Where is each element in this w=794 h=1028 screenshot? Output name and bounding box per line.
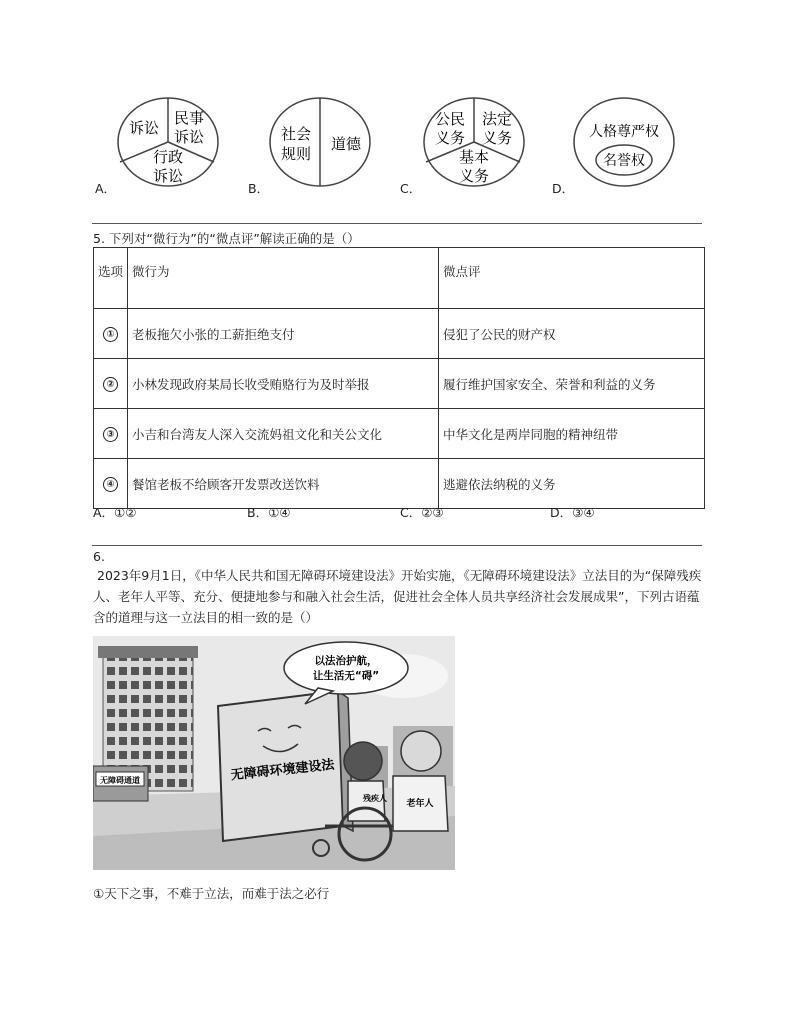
- q6-stem: 2023年9月1日，《中华人民共和国无障碍环境建设法》开始实施，《无障碍环境建设法》立法目的为“保障残疾人、老年人平等、充分、便捷地参与和融入社会生活，促进社会全体人员共享经济社会发展成果”，下列古语蕴含的道理与这一立法目的相一致的是（）: [93, 568, 702, 625]
- q4-d-inner: 名誉权: [603, 153, 645, 169]
- speech-line-1: 以法治护航，: [314, 655, 378, 667]
- q4-option-d-diagram: [572, 96, 676, 188]
- divider: [92, 223, 702, 224]
- q4-b-seg-3: 道德: [330, 135, 362, 153]
- row-number: ①: [103, 327, 118, 342]
- table-row: [94, 409, 705, 459]
- sign-text: 无障碍通道: [100, 776, 140, 785]
- table-cell-comment: 中华文化是两岸同胞的精神纽带: [439, 409, 705, 459]
- q4-option-d-label[interactable]: D．: [552, 181, 575, 196]
- q5-option-d[interactable]: D．③④: [550, 505, 595, 520]
- table-row: [94, 359, 705, 409]
- table-cell-behavior: 餐馆老板不给顾客开发票改送饮料: [128, 459, 439, 509]
- table-row: [94, 459, 705, 509]
- q4-b-seg-2: 规则: [280, 145, 312, 163]
- row-number: ③: [103, 427, 118, 442]
- q4-option-a-label[interactable]: A．: [95, 181, 117, 196]
- q5-option-a[interactable]: A．①②: [93, 505, 137, 520]
- row-number: ②: [103, 377, 118, 392]
- q4-a-seg-1: 诉讼: [128, 119, 160, 137]
- q5-option-c[interactable]: C．②③: [400, 505, 444, 520]
- q4-c-seg-6: 义务: [458, 167, 490, 185]
- book-title: 无障碍环境建设法: [230, 757, 336, 784]
- q4-option-b-diagram: [268, 96, 372, 188]
- q4-d-outer: 人格尊严权: [589, 124, 659, 140]
- table-header-option: 选项: [94, 248, 128, 309]
- q4-option-c-label[interactable]: C．: [400, 181, 422, 196]
- table-cell-comment: 逃避依法纳税的义务: [439, 459, 705, 509]
- q6-number: 6.: [93, 549, 105, 564]
- label-elderly: 老年人: [406, 799, 434, 809]
- q6-illustration: [93, 636, 455, 870]
- speech-line-2: 让生活无“碍”: [312, 670, 380, 682]
- row-number: ④: [103, 477, 118, 492]
- q4-a-seg-4: 行政: [152, 148, 184, 166]
- q5-table: [93, 247, 705, 509]
- table-header-behavior: 微行为: [128, 248, 439, 309]
- q4-c-seg-2: 义务: [434, 129, 466, 147]
- q4-c-seg-4: 义务: [481, 129, 513, 147]
- q4-b-seg-1: 社会: [280, 125, 312, 143]
- q4-option-c-diagram: [422, 96, 526, 188]
- divider: [92, 545, 702, 546]
- table-header-comment: 微点评: [439, 248, 705, 309]
- table-cell-behavior: 小吉和台湾友人深入交流妈祖文化和关公文化: [128, 409, 439, 459]
- table-row: [94, 309, 705, 359]
- q4-a-seg-5: 诉讼: [152, 167, 184, 185]
- table-header-row: [94, 248, 705, 309]
- table-cell-comment: 履行维护国家安全、荣誉和利益的义务: [439, 359, 705, 409]
- q4-c-seg-3: 法定: [481, 110, 513, 128]
- q4-c-seg-1: 公民: [434, 110, 466, 128]
- q5-option-b[interactable]: B．①④: [247, 505, 291, 520]
- table-cell-comment: 侵犯了公民的财产权: [439, 309, 705, 359]
- label-disabled: 残疾人: [363, 794, 387, 803]
- q4-c-seg-5: 基本: [458, 148, 490, 166]
- q4-option-a-diagram: [116, 96, 220, 188]
- q4-option-b-label[interactable]: B．: [248, 181, 270, 196]
- q5-stem: 5. 下列对“微行为”的“微点评”解读正确的是（）: [93, 231, 360, 246]
- table-cell-behavior: 老板拖欠小张的工薪拒绝支付: [128, 309, 439, 359]
- table-cell-behavior: 小林发现政府某局长收受贿赂行为及时举报: [128, 359, 439, 409]
- q4-a-seg-2: 民事: [173, 109, 205, 127]
- q6-option-1[interactable]: ①天下之事，不难于立法，而难于法之必行: [93, 886, 330, 901]
- q4-a-seg-3: 诉讼: [173, 128, 205, 146]
